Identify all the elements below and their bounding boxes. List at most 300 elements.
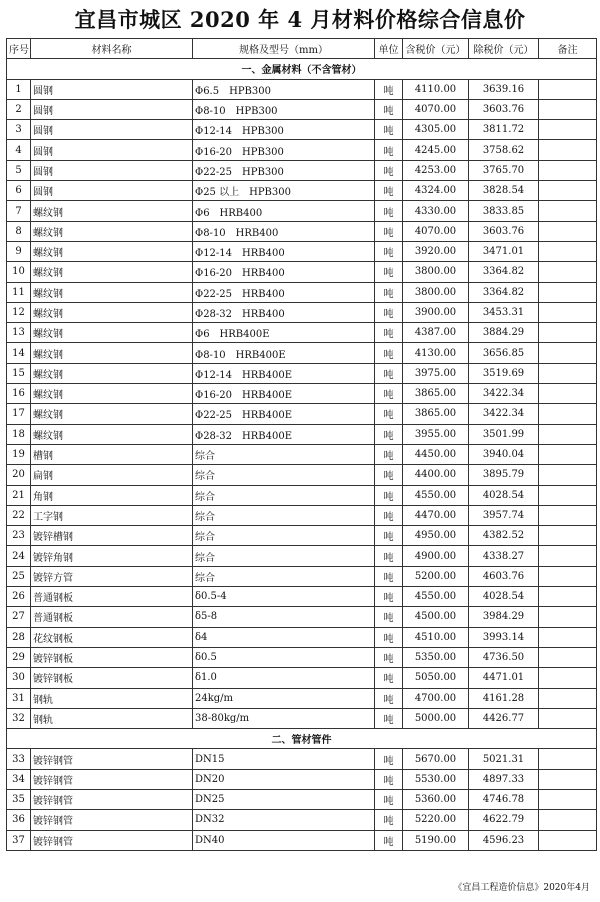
material-spec: 综合: [193, 485, 375, 505]
note: [539, 485, 597, 505]
note: [539, 424, 597, 444]
tax-inclusive-price: 4470.00: [403, 505, 469, 525]
unit: 吨: [375, 526, 403, 546]
note: [539, 99, 597, 119]
table-row: [7, 444, 597, 464]
table-row: [7, 668, 597, 688]
material-name: 镀锌钢板: [31, 647, 193, 667]
section-row-metal: [7, 59, 597, 79]
row-number: 7: [7, 201, 31, 221]
header-cell-name: 材料名称: [31, 39, 193, 59]
unit: 吨: [375, 181, 403, 201]
tax-inclusive-price: 3800.00: [403, 262, 469, 282]
material-spec: 综合: [193, 546, 375, 566]
note: [539, 404, 597, 424]
tax-exclusive-price: 3957.74: [469, 505, 539, 525]
material-spec: Φ22-25 HRB400E: [193, 404, 375, 424]
unit: 吨: [375, 384, 403, 404]
unit: 吨: [375, 444, 403, 464]
row-number: 2: [7, 99, 31, 119]
row-number: 16: [7, 384, 31, 404]
material-spec: 综合: [193, 566, 375, 586]
tax-inclusive-price: 3975.00: [403, 363, 469, 383]
header-row: [7, 39, 597, 59]
table-row: [7, 749, 597, 769]
tax-exclusive-price: 4426.77: [469, 708, 539, 728]
tax-exclusive-price: 4746.78: [469, 789, 539, 809]
material-name: 螺纹钢: [31, 323, 193, 343]
material-spec: δ0.5: [193, 647, 375, 667]
note: [539, 323, 597, 343]
material-name: 螺纹钢: [31, 201, 193, 221]
table-row: [7, 546, 597, 566]
unit: 吨: [375, 343, 403, 363]
tax-exclusive-price: 4897.33: [469, 769, 539, 789]
table-row: [7, 221, 597, 241]
tax-exclusive-price: 3422.34: [469, 404, 539, 424]
table-row: [7, 160, 597, 180]
table-row: [7, 465, 597, 485]
tax-exclusive-price: 3884.29: [469, 323, 539, 343]
tax-inclusive-price: 4330.00: [403, 201, 469, 221]
note: [539, 627, 597, 647]
tax-exclusive-price: 4622.79: [469, 810, 539, 830]
material-spec: Φ12-14 HPB300: [193, 120, 375, 140]
material-spec: δ4: [193, 627, 375, 647]
table-row: [7, 607, 597, 627]
tax-inclusive-price: 4253.00: [403, 160, 469, 180]
note: [539, 282, 597, 302]
tax-exclusive-price: 3639.16: [469, 79, 539, 99]
material-spec: Φ8-10 HRB400E: [193, 343, 375, 363]
section-row-pipes: [7, 729, 597, 749]
tax-inclusive-price: 3955.00: [403, 424, 469, 444]
tax-inclusive-price: 4550.00: [403, 587, 469, 607]
row-number: 8: [7, 221, 31, 241]
tax-inclusive-price: 4900.00: [403, 546, 469, 566]
tax-exclusive-price: 3895.79: [469, 465, 539, 485]
row-number: 15: [7, 363, 31, 383]
material-name: 钢轨: [31, 688, 193, 708]
material-name: 镀锌方管: [31, 566, 193, 586]
unit: 吨: [375, 810, 403, 830]
table-row: [7, 384, 597, 404]
row-number: 4: [7, 140, 31, 160]
tax-inclusive-price: 5200.00: [403, 566, 469, 586]
tax-inclusive-price: 4324.00: [403, 181, 469, 201]
material-name: 钢轨: [31, 708, 193, 728]
tax-exclusive-price: 3453.31: [469, 302, 539, 322]
tax-exclusive-price: 3422.34: [469, 384, 539, 404]
table-row: [7, 505, 597, 525]
material-name: 螺纹钢: [31, 404, 193, 424]
tax-exclusive-price: 3811.72: [469, 120, 539, 140]
material-spec: Φ16-20 HRB400: [193, 262, 375, 282]
table-row: [7, 830, 597, 850]
table-row: [7, 282, 597, 302]
tax-inclusive-price: 5000.00: [403, 708, 469, 728]
tax-inclusive-price: 5670.00: [403, 749, 469, 769]
tax-exclusive-price: 4736.50: [469, 647, 539, 667]
row-number: 18: [7, 424, 31, 444]
tax-inclusive-price: 4700.00: [403, 688, 469, 708]
row-number: 27: [7, 607, 31, 627]
material-name: 镀锌钢板: [31, 668, 193, 688]
unit: 吨: [375, 424, 403, 444]
material-name: 螺纹钢: [31, 221, 193, 241]
row-number: 10: [7, 262, 31, 282]
material-name: 镀锌钢管: [31, 810, 193, 830]
material-spec: Φ28-32 HRB400E: [193, 424, 375, 444]
material-name: 螺纹钢: [31, 241, 193, 261]
tax-exclusive-price: 3833.85: [469, 201, 539, 221]
tax-exclusive-price: 4338.27: [469, 546, 539, 566]
tax-inclusive-price: 3800.00: [403, 282, 469, 302]
price-table: [6, 38, 597, 851]
table-row: [7, 789, 597, 809]
row-number: 34: [7, 769, 31, 789]
tax-inclusive-price: 4110.00: [403, 79, 469, 99]
table-row: [7, 769, 597, 789]
tax-exclusive-price: 4603.76: [469, 566, 539, 586]
unit: 吨: [375, 627, 403, 647]
material-name: 角钢: [31, 485, 193, 505]
unit: 吨: [375, 99, 403, 119]
note: [539, 160, 597, 180]
table-row: [7, 120, 597, 140]
row-number: 17: [7, 404, 31, 424]
unit: 吨: [375, 120, 403, 140]
unit: 吨: [375, 789, 403, 809]
note: [539, 302, 597, 322]
note: [539, 444, 597, 464]
tax-exclusive-price: 3765.70: [469, 160, 539, 180]
row-number: 35: [7, 789, 31, 809]
material-name: 镀锌钢管: [31, 830, 193, 850]
note: [539, 384, 597, 404]
material-spec: Φ6.5 HPB300: [193, 79, 375, 99]
tax-exclusive-price: 4596.23: [469, 830, 539, 850]
table-row: [7, 485, 597, 505]
table-row: [7, 708, 597, 728]
material-spec: Φ12-14 HRB400E: [193, 363, 375, 383]
material-name: 扁钢: [31, 465, 193, 485]
material-name: 槽钢: [31, 444, 193, 464]
material-spec: Φ22-25 HRB400: [193, 282, 375, 302]
table-row: [7, 262, 597, 282]
section-title: 二、管材管件: [7, 729, 597, 749]
material-spec: 38-80kg/m: [193, 708, 375, 728]
unit: 吨: [375, 566, 403, 586]
unit: 吨: [375, 404, 403, 424]
tax-inclusive-price: 4245.00: [403, 140, 469, 160]
table-row: [7, 201, 597, 221]
table-row: [7, 302, 597, 322]
row-number: 32: [7, 708, 31, 728]
material-name: 花纹钢板: [31, 627, 193, 647]
tax-inclusive-price: 3865.00: [403, 404, 469, 424]
note: [539, 221, 597, 241]
tax-inclusive-price: 4550.00: [403, 485, 469, 505]
material-name: 圆钢: [31, 181, 193, 201]
unit: 吨: [375, 140, 403, 160]
row-number: 28: [7, 627, 31, 647]
note: [539, 769, 597, 789]
table-row: [7, 363, 597, 383]
table-row: [7, 404, 597, 424]
material-name: 螺纹钢: [31, 363, 193, 383]
unit: 吨: [375, 282, 403, 302]
unit: 吨: [375, 302, 403, 322]
header-cell-no: 序号: [7, 39, 31, 59]
note: [539, 120, 597, 140]
unit: 吨: [375, 79, 403, 99]
tax-exclusive-price: 5021.31: [469, 749, 539, 769]
note: [539, 607, 597, 627]
material-spec: Φ16-20 HRB400E: [193, 384, 375, 404]
tax-exclusive-price: 3993.14: [469, 627, 539, 647]
row-number: 24: [7, 546, 31, 566]
tax-inclusive-price: 4500.00: [403, 607, 469, 627]
material-spec: Φ16-20 HPB300: [193, 140, 375, 160]
note: [539, 546, 597, 566]
footer-source: 《宜昌工程造价信息》2020年4月: [453, 883, 590, 893]
unit: 吨: [375, 607, 403, 627]
tax-exclusive-price: 4382.52: [469, 526, 539, 546]
tax-exclusive-price: 3471.01: [469, 241, 539, 261]
table-row: [7, 647, 597, 667]
material-spec: 综合: [193, 526, 375, 546]
tax-inclusive-price: 4130.00: [403, 343, 469, 363]
material-name: 普通钢板: [31, 587, 193, 607]
note: [539, 647, 597, 667]
tax-exclusive-price: 3828.54: [469, 181, 539, 201]
material-name: 螺纹钢: [31, 384, 193, 404]
tax-inclusive-price: 4510.00: [403, 627, 469, 647]
note: [539, 363, 597, 383]
note: [539, 708, 597, 728]
table-row: [7, 343, 597, 363]
material-name: 普通钢板: [31, 607, 193, 627]
unit: 吨: [375, 546, 403, 566]
table-row: [7, 627, 597, 647]
unit: 吨: [375, 830, 403, 850]
row-number: 29: [7, 647, 31, 667]
tax-inclusive-price: 4070.00: [403, 221, 469, 241]
unit: 吨: [375, 363, 403, 383]
tax-inclusive-price: 3900.00: [403, 302, 469, 322]
note: [539, 241, 597, 261]
material-spec: Φ28-32 HRB400: [193, 302, 375, 322]
material-spec: DN25: [193, 789, 375, 809]
tax-inclusive-price: 3865.00: [403, 384, 469, 404]
row-number: 20: [7, 465, 31, 485]
row-number: 31: [7, 688, 31, 708]
material-spec: Φ12-14 HRB400: [193, 241, 375, 261]
note: [539, 688, 597, 708]
material-name: 圆钢: [31, 120, 193, 140]
material-name: 螺纹钢: [31, 343, 193, 363]
table-row: [7, 424, 597, 444]
tax-inclusive-price: 4400.00: [403, 465, 469, 485]
unit: 吨: [375, 587, 403, 607]
material-name: 镀锌钢管: [31, 789, 193, 809]
tax-inclusive-price: 5360.00: [403, 789, 469, 809]
row-number: 9: [7, 241, 31, 261]
material-name: 镀锌钢管: [31, 749, 193, 769]
tax-inclusive-price: 5190.00: [403, 830, 469, 850]
row-number: 26: [7, 587, 31, 607]
note: [539, 566, 597, 586]
row-number: 33: [7, 749, 31, 769]
header-cell-unit: 单位: [375, 39, 403, 59]
row-number: 36: [7, 810, 31, 830]
tax-inclusive-price: 3920.00: [403, 241, 469, 261]
unit: 吨: [375, 160, 403, 180]
table-row: [7, 140, 597, 160]
tax-inclusive-price: 5220.00: [403, 810, 469, 830]
unit: 吨: [375, 465, 403, 485]
unit: 吨: [375, 668, 403, 688]
material-spec: δ5-8: [193, 607, 375, 627]
row-number: 23: [7, 526, 31, 546]
unit: 吨: [375, 201, 403, 221]
note: [539, 505, 597, 525]
material-spec: 24kg/m: [193, 688, 375, 708]
table-row: [7, 566, 597, 586]
note: [539, 749, 597, 769]
tax-exclusive-price: 3364.82: [469, 262, 539, 282]
material-spec: DN20: [193, 769, 375, 789]
material-name: 圆钢: [31, 99, 193, 119]
note: [539, 140, 597, 160]
unit: 吨: [375, 505, 403, 525]
material-spec: Φ6 HRB400E: [193, 323, 375, 343]
tax-inclusive-price: 5350.00: [403, 647, 469, 667]
row-number: 25: [7, 566, 31, 586]
tax-exclusive-price: 3519.69: [469, 363, 539, 383]
row-number: 14: [7, 343, 31, 363]
row-number: 3: [7, 120, 31, 140]
row-number: 22: [7, 505, 31, 525]
row-number: 1: [7, 79, 31, 99]
tax-exclusive-price: 3501.99: [469, 424, 539, 444]
material-spec: 综合: [193, 465, 375, 485]
tax-inclusive-price: 5530.00: [403, 769, 469, 789]
table-row: [7, 526, 597, 546]
material-name: 工字钢: [31, 505, 193, 525]
tax-exclusive-price: 4161.28: [469, 688, 539, 708]
tax-inclusive-price: 4305.00: [403, 120, 469, 140]
material-spec: Φ8-10 HRB400: [193, 221, 375, 241]
unit: 吨: [375, 262, 403, 282]
material-name: 镀锌槽钢: [31, 526, 193, 546]
material-spec: DN40: [193, 830, 375, 850]
tax-exclusive-price: 4028.54: [469, 485, 539, 505]
tax-inclusive-price: 5050.00: [403, 668, 469, 688]
material-spec: Φ25 以上 HPB300: [193, 181, 375, 201]
row-number: 13: [7, 323, 31, 343]
material-name: 镀锌角钢: [31, 546, 193, 566]
page-title: 宜昌市城区 2020 年 4 月材料价格综合信息价: [74, 7, 526, 32]
tax-exclusive-price: 3603.76: [469, 221, 539, 241]
note: [539, 668, 597, 688]
unit: 吨: [375, 485, 403, 505]
note: [539, 526, 597, 546]
row-number: 6: [7, 181, 31, 201]
material-name: 螺纹钢: [31, 302, 193, 322]
table-row: [7, 587, 597, 607]
material-spec: DN15: [193, 749, 375, 769]
note: [539, 789, 597, 809]
note: [539, 810, 597, 830]
tax-exclusive-price: 3603.76: [469, 99, 539, 119]
row-number: 5: [7, 160, 31, 180]
tax-exclusive-price: 4028.54: [469, 587, 539, 607]
tax-exclusive-price: 3940.04: [469, 444, 539, 464]
tax-exclusive-price: 4471.01: [469, 668, 539, 688]
tax-exclusive-price: 3364.82: [469, 282, 539, 302]
unit: 吨: [375, 749, 403, 769]
header-cell-note: 备注: [539, 39, 597, 59]
tax-exclusive-price: 3656.85: [469, 343, 539, 363]
table-row: [7, 688, 597, 708]
row-number: 37: [7, 830, 31, 850]
header-cell-tax-price: 含税价（元）: [403, 39, 469, 59]
header-cell-notax-price: 除税价（元）: [469, 39, 539, 59]
material-spec: 综合: [193, 505, 375, 525]
material-spec: Φ22-25 HPB300: [193, 160, 375, 180]
row-number: 19: [7, 444, 31, 464]
table-row: [7, 79, 597, 99]
tax-inclusive-price: 4450.00: [403, 444, 469, 464]
note: [539, 587, 597, 607]
row-number: 11: [7, 282, 31, 302]
unit: 吨: [375, 769, 403, 789]
material-spec: Φ8-10 HPB300: [193, 99, 375, 119]
note: [539, 465, 597, 485]
table-row: [7, 181, 597, 201]
material-spec: Φ6 HRB400: [193, 201, 375, 221]
row-number: 30: [7, 668, 31, 688]
unit: 吨: [375, 708, 403, 728]
material-spec: DN32: [193, 810, 375, 830]
material-name: 镀锌钢管: [31, 769, 193, 789]
row-number: 21: [7, 485, 31, 505]
table-row: [7, 99, 597, 119]
material-spec: δ1.0: [193, 668, 375, 688]
row-number: 12: [7, 302, 31, 322]
material-name: 螺纹钢: [31, 282, 193, 302]
table-row: [7, 810, 597, 830]
tax-inclusive-price: 4387.00: [403, 323, 469, 343]
note: [539, 181, 597, 201]
material-name: 圆钢: [31, 79, 193, 99]
material-name: 圆钢: [31, 140, 193, 160]
note: [539, 79, 597, 99]
material-name: 圆钢: [31, 160, 193, 180]
tax-exclusive-price: 3984.29: [469, 607, 539, 627]
material-spec: δ0.5-4: [193, 587, 375, 607]
note: [539, 343, 597, 363]
material-spec: 综合: [193, 444, 375, 464]
tax-inclusive-price: 4070.00: [403, 99, 469, 119]
material-name: 螺纹钢: [31, 262, 193, 282]
unit: 吨: [375, 221, 403, 241]
note: [539, 830, 597, 850]
unit: 吨: [375, 323, 403, 343]
table-row: [7, 323, 597, 343]
